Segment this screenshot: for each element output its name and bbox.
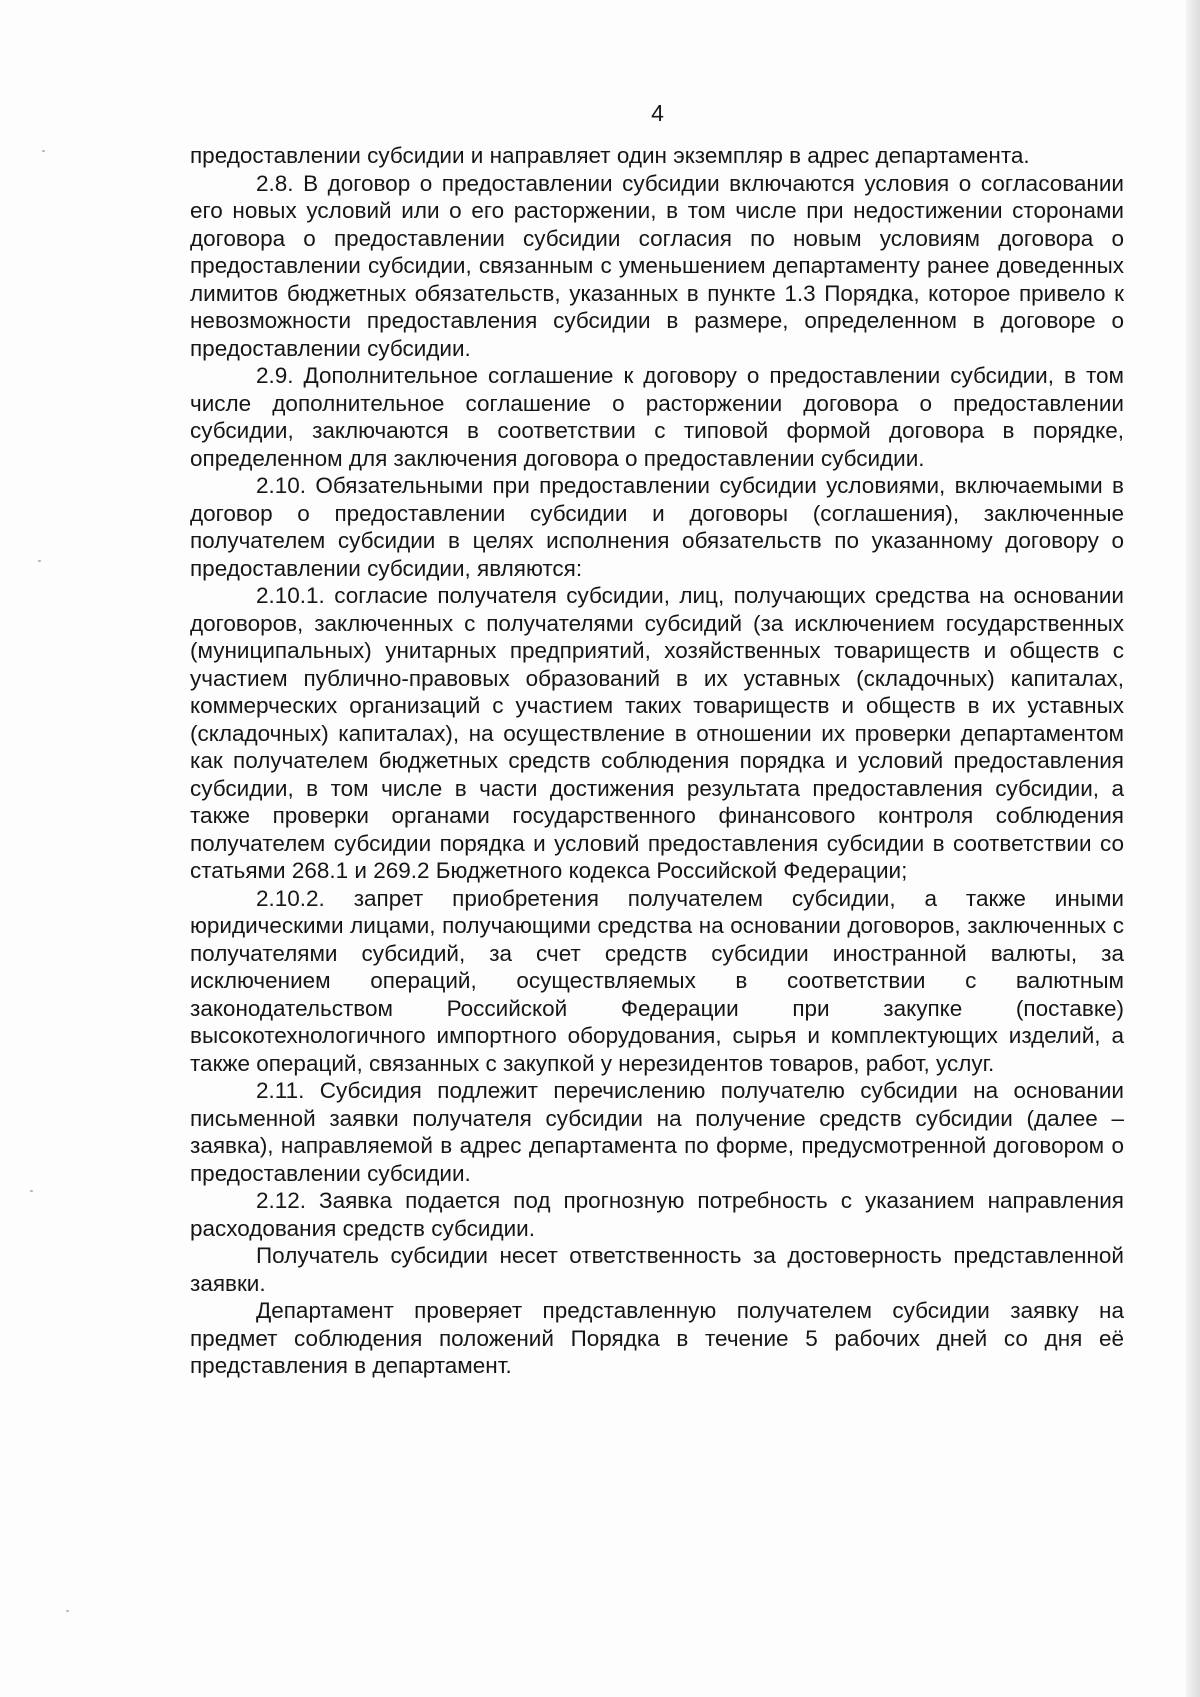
paragraph: 2.10. Обязательными при предоставлении субсидии условиями, включаемыми в договор о предоставлении субсидии и договоры (соглашения), заключенные получателем субсидии в целях исполнения обязательств по указанному договору о предоставлении субсидии, являются: xyxy=(190,473,1124,581)
paragraph: Департамент проверяет представленную получателем субсидии заявку на предмет соблюдения положений Порядка в течение 5 рабочих дней со дня её представления в департамент. xyxy=(190,1298,1124,1378)
paragraph: 2.8. В договор о предоставлении субсидии включаются условия о согласовании его новых условий или о его расторжении, в том числе при недостижении сторонами договора о предоставлении субсидии согласия по новым условиям договора о предоставлении субсидии, связанным с уменьшением департаменту ранее доведенных лимитов бюджетных обязательств, указанных в пункте 1.3 Порядка, которое привело к невозможности предоставления субсидии в размере, определенном в договоре о предоставлении субсидии. xyxy=(190,170,1124,361)
document-body xyxy=(190,142,1124,1380)
paragraph: 2.10.1. согласие получателя субсидии, лиц, получающих средства на основании договоров, заключенных с получателями субсидий (за исключением государственных (муниципальных) унитарных предприятий, хозяйственных товариществ и обществ с участием публично-правовых образований в их уставных (складочных) капиталах, коммерческих организаций с участием таких товариществ и обществ в их уставных (складочных) капиталах), на осуществление в отношении их проверки департаментом как получателем бюджетных средств соблюдения порядка и условий предоставления субсидии, в том числе в части достижения результата предоставления субсидии, а также проверки органами государственного финансового контроля соблюдения получателем субсидии порядка и условий предоставления субсидии в соответствии со статьями 268.1 и 269.2 Бюджетного кодекса Российской Федерации; xyxy=(190,583,1124,883)
scan-artifact xyxy=(30,1190,33,1192)
scan-artifact xyxy=(42,150,45,152)
paragraph: Получатель субсидии несет ответственность за достоверность представленной заявки. xyxy=(190,1243,1124,1296)
scan-artifact xyxy=(38,560,41,562)
paragraph: 2.11. Субсидия подлежит перечислению получателю субсидии на основании письменной заявки получателя субсидии на получение средств субсидии (далее – заявка), направляемой в адрес департамента по форме, предусмотренной договором о предоставлении субсидии. xyxy=(190,1078,1124,1186)
page-number: 4 xyxy=(651,100,664,126)
paragraph: 2.10.2. запрет приобретения получателем субсидии, а также иными юридическими лицами, получающими средства на основании договоров, заключенных с получателями субсидий, за счет средств субсидии иностранной валюты, за исключением операций, осуществляемых в соответствии с валютным законодательством Российской Федерации при закупке (поставке) высокотехнологичного импортного оборудования, сырья и комплектующих изделий, а также операций, связанных с закупкой у нерезидентов товаров, работ, услуг. xyxy=(190,885,1124,1076)
paragraph: 2.12. Заявка подается под прогнозную потребность с указанием направления расходования средств субсидии. xyxy=(190,1188,1124,1241)
page-edge-shadow xyxy=(1186,0,1200,1697)
paragraph: 2.9. Дополнительное соглашение к договору о предоставлении субсидии, в том числе дополнительное соглашение о расторжении договора о предоставлении субсидии, заключаются в соответствии с типовой формой договора в порядке, определенном для заключения договора о предоставлении субсидии. xyxy=(190,363,1124,471)
paragraph: предоставлении субсидии и направляет один экземпляр в адрес департамента. xyxy=(190,143,1030,168)
scan-artifact xyxy=(66,1610,69,1612)
